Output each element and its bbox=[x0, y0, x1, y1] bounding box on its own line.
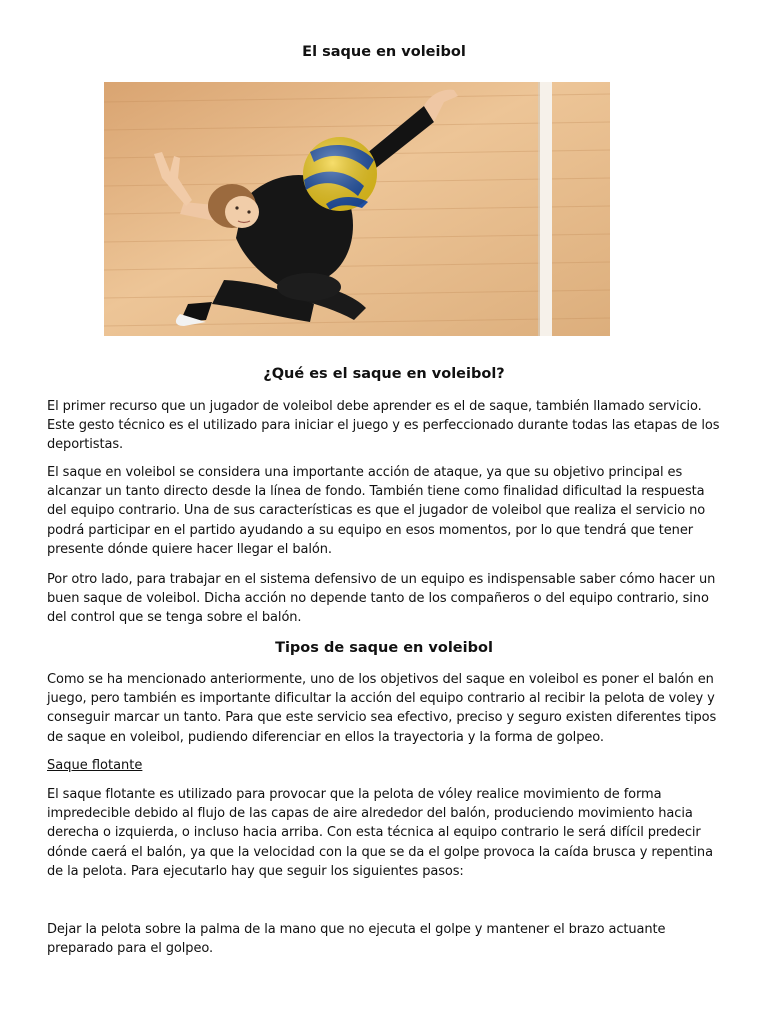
volleyball-serve-photo bbox=[104, 82, 610, 336]
paragraph: Por otro lado, para trabajar en el sistema defensivo de un equipo es indispensable saber cómo hacer un buen saque de voleibol. Dicha acción no depende tanto de los compañeros o del equipo contrario, sino del control que se tenga sobre el balón. bbox=[47, 572, 716, 626]
section-heading-que-es: ¿Qué es el saque en voleibol? bbox=[263, 366, 505, 382]
subheading-saque-flotante: Saque flotante bbox=[47, 758, 143, 773]
document-title: El saque en voleibol bbox=[302, 44, 466, 60]
paragraph: Dejar la pelota sobre la palma de la mano que no ejecuta el golpe y mantener el brazo actuante preparado para el golpeo. bbox=[47, 922, 666, 957]
paragraph: El primer recurso que un jugador de voleibol debe aprender es el de saque, también llamado servicio. Este gesto técnico es el utilizado para iniciar el juego y es perfeccionado durante todas las etapas de los deportistas. bbox=[47, 399, 720, 453]
section-heading-tipos: Tipos de saque en voleibol bbox=[275, 640, 493, 656]
paragraph: El saque flotante es utilizado para provocar que la pelota de vóley realice movimiento de forma impredecible debido al flujo de las capas de aire alrededor del balón, produciendo movimiento hacia derecha o izquierda, o incluso hacia arriba. Con esta técnica al equipo contrario le será difícil predecir dónde caerá el balón, ya que la velocidad con la que se da el golpe provoca la caída brusca y repentina de la pelota. Para ejecutarlo hay que seguir los siguientes pasos: bbox=[47, 787, 713, 879]
volleyball-ball bbox=[303, 137, 377, 211]
paragraph: El saque en voleibol se considera una importante acción de ataque, ya que su objetivo principal es alcanzar un tanto directo desde la línea de fondo. También tiene como finalidad dificultad la respuesta del equipo contrario. Una de sus características es que el jugador de voleibol que realiza el servicio no podrá participar en el partido ayudando a su equipo en esos momentos, por lo que tendrá que tener presente dónde quiere hacer llegar el balón. bbox=[47, 465, 706, 557]
paragraph: Como se ha mencionado anteriormente, uno de los objetivos del saque en voleibol es poner el balón en juego, pero también es importante dificultar la acción del equipo contrario al recibir la pelota de voley y conseguir marcar un tanto. Para que este servicio sea efectivo, preciso y seguro existen diferentes tipos de saque en voleibol, pudiendo diferenciar en ellos la trayectoria y la forma de golpeo. bbox=[47, 672, 717, 745]
